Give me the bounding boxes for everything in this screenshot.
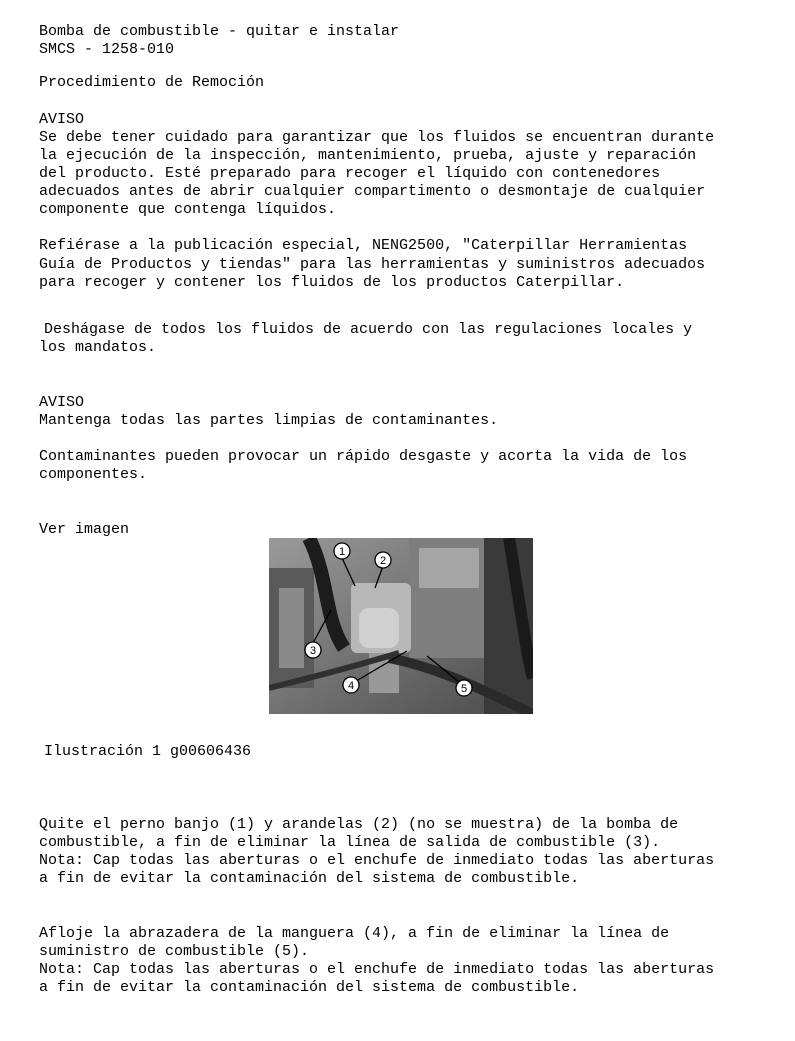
step-line: suministro de combustible (5). — [39, 943, 310, 960]
fuel-pump-photo — [269, 538, 533, 714]
engine-illustration — [269, 538, 533, 714]
smcs-code: SMCS - 1258-010 — [39, 41, 175, 58]
reference-line: Refiérase a la publicación especial, NENG2500, "Caterpillar Herramientas — [39, 237, 688, 254]
document-title: Bomba de combustible - quitar e instalar — [39, 23, 400, 40]
notice-line: Se debe tener cuidado para garantizar que los fluidos se encuentran durante — [39, 129, 715, 146]
step-line: Nota: Cap todas las aberturas o el enchufe de inmediato todas las aberturas — [39, 852, 715, 869]
notice-line: Mantenga todas las partes limpias de contaminantes. — [39, 412, 499, 429]
view-image-link[interactable]: Ver imagen — [39, 521, 130, 538]
disposal-line: Deshágase de todos los fluidos de acuerdo con las regulaciones locales y — [44, 321, 693, 338]
callout-1: 1 — [338, 546, 346, 558]
callout-5: 5 — [460, 683, 468, 695]
notice-line: del producto. Esté preparado para recoger el líquido con contenedores — [39, 165, 661, 182]
contaminants-line: componentes. — [39, 466, 148, 483]
notice-label: AVISO — [39, 111, 85, 128]
disposal-line: los mandatos. — [39, 339, 157, 356]
step-line: Quite el perno banjo (1) y arandelas (2) (no se muestra) de la bomba de — [39, 816, 679, 833]
step-line: Nota: Cap todas las aberturas o el enchufe de inmediato todas las aberturas — [39, 961, 715, 978]
reference-line: Guía de Productos y tiendas" para las herramientas y suministros adecuados — [39, 256, 706, 273]
step-line: a fin de evitar la contaminación del sistema de combustible. — [39, 979, 580, 996]
step-line: a fin de evitar la contaminación del sistema de combustible. — [39, 870, 580, 887]
step-line: combustible, a fin de eliminar la línea de salida de combustible (3). — [39, 834, 661, 851]
callout-4: 4 — [347, 680, 355, 692]
callout-3: 3 — [309, 645, 317, 657]
contaminants-line: Contaminantes pueden provocar un rápido desgaste y acorta la vida de los — [39, 448, 688, 465]
notice-label: AVISO — [39, 394, 85, 411]
notice-line: componente que contenga líquidos. — [39, 201, 337, 218]
notice-line: la ejecución de la inspección, mantenimiento, prueba, ajuste y reparación — [39, 147, 697, 164]
figure-caption: Ilustración 1 g00606436 — [44, 743, 252, 760]
reference-line: para recoger y contener los fluidos de los productos Caterpillar. — [39, 274, 625, 291]
callout-2: 2 — [379, 555, 387, 567]
notice-line: adecuados antes de abrir cualquier compartimento o desmontaje de cualquier — [39, 183, 706, 200]
section-heading: Procedimiento de Remoción — [39, 74, 265, 91]
step-line: Afloje la abrazadera de la manguera (4), a fin de eliminar la línea de — [39, 925, 670, 942]
